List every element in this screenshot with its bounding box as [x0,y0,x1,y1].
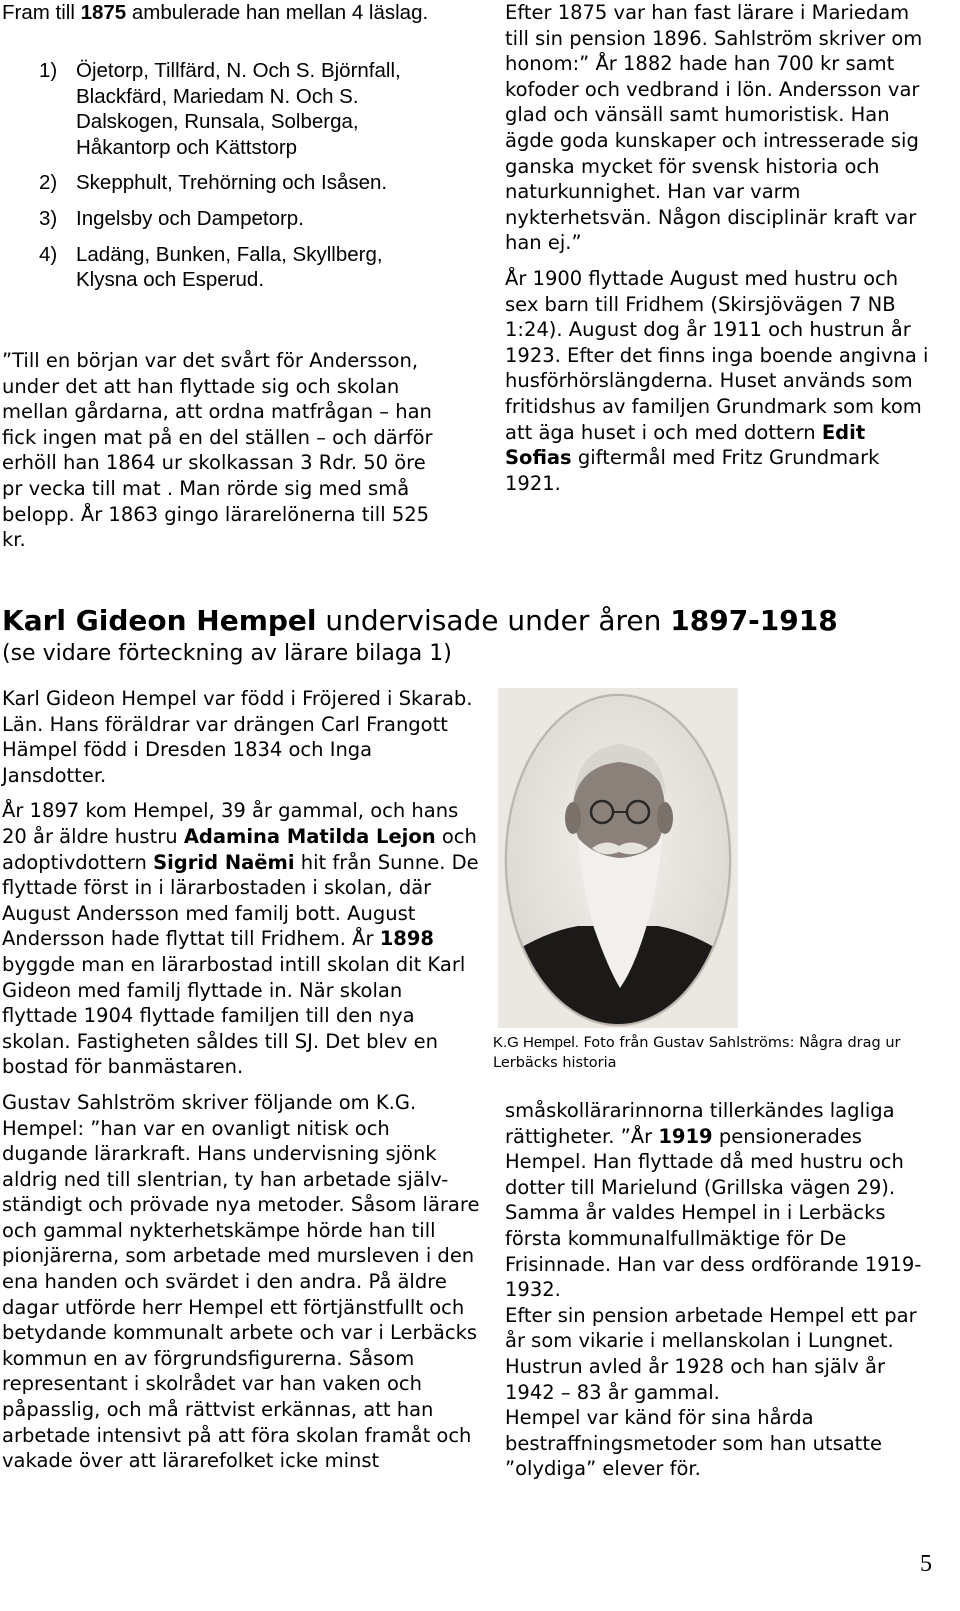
intro-paragraph: Fram till 1875 ambulerade han mellan 4 läslag. [2,1,429,24]
year-1919: 1919 [658,1124,713,1148]
sahlstrom-quote-paragraph: Gustav Sahlström skriver följande om K.G. Hempel: ”han var en ovanligt nitisk och dugande lärarkraft. Hans undervisning sjönk aldrig ned till slentrian, ty han arbetade själv-ständigt och prövade nya metoder. Såsom lärare och gammal nykterhetskämpe hörde han till pionjärerna, som arbetade med mursleven i den ena handen och svärdet i den andra. På äldre dagar utförde herr Hempel ett förtjänstfullt och betydande kommunalt arbete och var i Lerbäcks kommun en av förgrundsfigurerna. Såsom representant i skolrådet var han vaken och påpasslig, och må rättvist erkännas, att han arbetade intensivt på att föra skolan framåt och vakade över att lärarefolket icke minst [2,1090,480,1473]
heading-name: Karl Gideon Hempel [2,604,317,637]
portrait-photo-svg [498,688,738,1028]
pension-paragraph: småskollärarinnorna tillerkändes lagliga rättigheter. ”År 1919 pensionerades Hempel. Han flyttade då med hustru och dotter till Marielund (Grillska vägen 29). Samma år valdes Hempel in i Lerbäcks första kommunalfullmäktige för De Frisinnade. Han var dess ordförande 1919-1932. [505,1099,922,1302]
section-subheading: (se vidare förteckning av lärare bilaga 1) [2,641,452,666]
fridhem-paragraph: År 1900 flyttade August med hustru och sex barn till Fridhem (Skirsjövägen 7 NB 1:24). August dog år 1911 och hustrun år 1923. Efter det finns inga boende angivna i husförhörslängderna. Huset används som fritidshus av familjen Grundmark som kom att äga huset i och med dottern Edit Sofias giftermål med Fritz Grundmark 1921. [505,266,929,495]
death-paragraph: Hustrun avled år 1928 och han själv år 1942 – 83 år gammal. [505,1354,885,1404]
heading-years: 1897-1918 [670,604,838,637]
right-column-top [505,0,935,496]
punishment-paragraph: Hempel var känd för sina hårda bestraffningsmetoder som han utsatte ”olydiga” elever för. [505,1406,882,1481]
page-number: 5 [920,1551,932,1577]
year-1898: 1898 [379,927,434,951]
hempel-origin-paragraph: Karl Gideon Hempel var född i Fröjered i Skarab. Län. Hans föräldrar var drängen Carl Frangott Hämpel född i Dresden 1834 och Inga Jansdotter. [2,687,473,787]
list-item: 3) Ingelsby och Dampetorp. [39,206,304,230]
hempel-arrival-paragraph: År 1897 kom Hempel, 39 år gammal, och hans 20 år äldre hustru Adamina Matilda Lejon och adoptivdottern Sigrid Naëmi hit från Sunne. De flyttade först in i lärarbostaden i skolan, där August Andersson med familj bott. August Andersson hade flyttat till Fridhem. År 1898 byggde man en lärarbostad intill skolan dit Karl Gideon med familj flyttade in. När skolan flyttade 1904 flyttade familjen till den nya skolan. Fastigheten såldes till SJ. Det blev en bostad för banmästaren. [2,799,479,1079]
list-item: 1) Öjetorp, Tillfärd, N. Och S. Björnfall, Blackfärd, Mariedam N. Och S. Dalskogen, Runsala, Solberga, Håkantorp och Kättstorp [39,59,401,159]
section-heading: Karl Gideon Hempel undervisade under åren 1897-1918 [2,604,838,637]
quote-paragraph: ”Till en början var det svårt för Andersson, under det att han flyttade sig och skolan mellan gårdarna, att ordna matfrågan – han fick ingen mat på en del ställen – och därför erhöll han 1864 ur skolkassan 3 Rdr. 50 öre pr vecka till mat . Man rörde sig med små belopp. År 1863 gingo lärarelönerna till 525 kr. [2,349,433,552]
photo-caption: K.G Hempel. Foto från Gustav Sahlströms: Några drag ur Lerbäcks historia [493,1034,901,1071]
andersson-pension-paragraph: Efter 1875 var han fast lärare i Mariedam till sin pension 1896. Sahlström skriver om honom:” År 1882 hade han 700 kr samt kofoder och vedbrand i lön. Andersson var glad och vänsäll samt humoristisk. Han ägde goda kunskaper och intresserade sig ganska mycket för svensk historia och naturkunnighet. Han var varm nykterhetsvän. Någon disciplinär kraft var han ej.” [505,1,923,255]
vikarie-paragraph: Efter sin pension arbetade Hempel ett par år som vikarie i mellanskolan i Lungnet. [505,1303,917,1353]
daughter-name: Sigrid Naëmi [153,850,295,874]
intro-year: 1875 [80,1,127,24]
edit-sofias-name: Edit Sofias [505,420,866,470]
places-list [2,58,442,293]
portrait-photo [498,688,738,1028]
right-column-bottom [505,1098,935,1482]
wife-name: Adamina Matilda Lejon [183,824,436,848]
hempel-column [2,686,480,1474]
list-item: 4) Ladäng, Bunken, Falla, Skyllberg, Klysna och Esperud. [39,242,383,292]
list-item: 2) Skepphult, Trehörning och Isåsen. [39,171,388,195]
